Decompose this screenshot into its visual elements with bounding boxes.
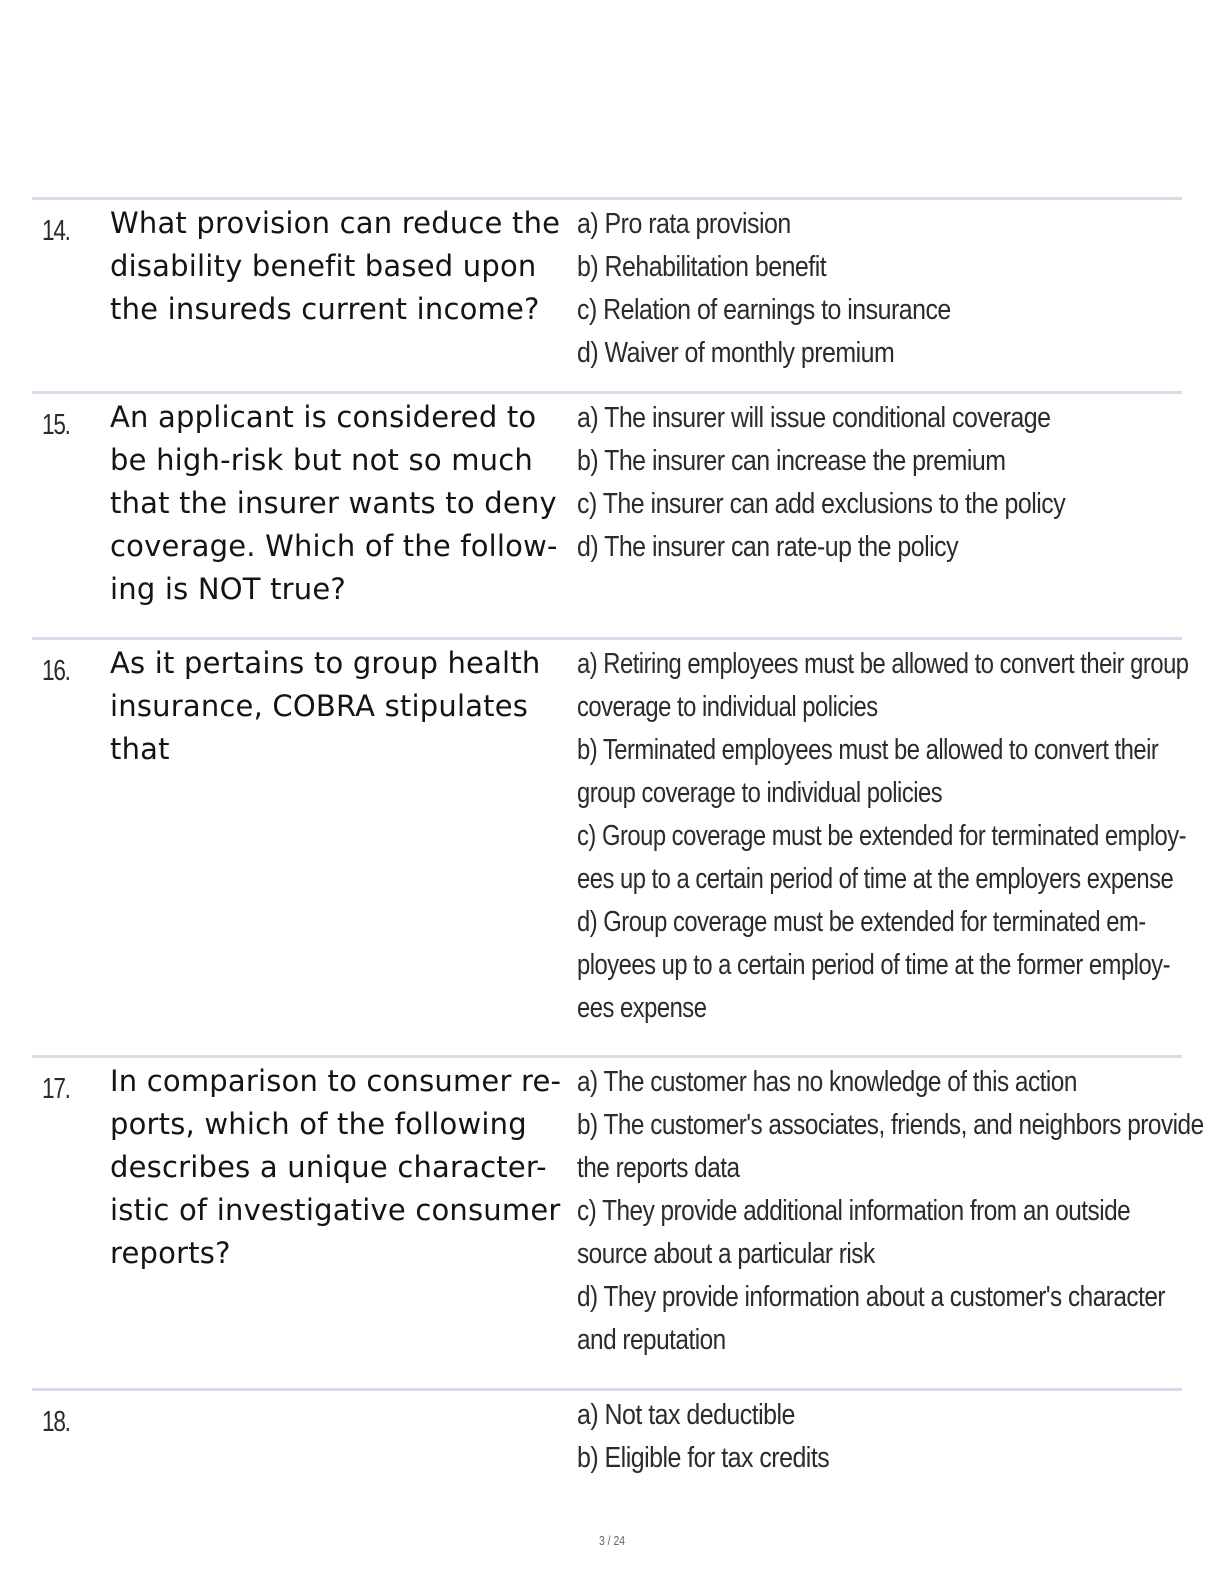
question-number: 15. [42,409,70,441]
question-number: 17. [42,1073,70,1105]
answer-options [577,397,1177,569]
question-row [32,1055,1204,1388]
answer-line: coverage to individual policies [577,691,878,723]
question-line: be high-risk but not so much [110,443,533,477]
question-text [110,202,580,331]
question-number: 16. [42,655,70,687]
answer-line: d) The insurer can rate-up the policy [577,531,959,563]
page-indicator: 3 / 24 [598,1533,626,1548]
answer-line: b) Terminated employees must be allowed to convert their [577,734,1159,766]
question-line: ports, which of the following [110,1107,527,1141]
question-line: that the insurer wants to deny [110,486,557,520]
answer-options [577,1394,1177,1480]
question-line: that [110,732,170,766]
question-line: disability benefit based upon [110,249,537,283]
answer-options [577,643,1189,1030]
question-line: As it pertains to group health [110,646,541,680]
question-text [110,642,580,771]
answer-line: and reputation [577,1324,726,1356]
answer-line: the reports data [577,1152,740,1184]
question-number: 14. [42,215,70,247]
question-line: the insureds current income? [110,292,540,326]
answer-line: a) The customer has no knowledge of this action [577,1066,1077,1098]
answer-options [577,203,1177,375]
answer-line: a) Pro rata provision [577,208,791,240]
answer-line: source about a particular risk [577,1238,875,1270]
answer-line: ployees up to a certain period of time at the former employ- [577,949,1171,981]
answer-line: b) Rehabilitation benefit [577,251,827,283]
question-line: insurance, COBRA stipulates [110,689,529,723]
answer-options [577,1061,1204,1362]
question-row [32,391,1182,637]
question-line: In comparison to consumer re- [110,1064,562,1098]
answer-line: b) The insurer can increase the premium [577,445,1006,477]
question-line: reports? [110,1236,231,1270]
question-table [32,197,1204,1548]
question-line: coverage. Which of the follow- [110,529,558,563]
question-row [32,1388,1182,1548]
question-text [110,396,580,611]
question-line: An applicant is considered to [110,400,537,434]
answer-line: group coverage to individual policies [577,777,943,809]
answer-line: ees up to a certain period of time at the employers expense [577,863,1174,895]
answer-line: d) They provide information about a customer's character [577,1281,1165,1313]
answer-line: a) Retiring employees must be allowed to convert their group [577,648,1189,680]
question-line: ing is NOT true? [110,572,347,606]
answer-line: a) The insurer will issue conditional coverage [577,402,1051,434]
answer-line: c) They provide additional information from an outside [577,1195,1131,1227]
question-line: What provision can reduce the [110,206,561,240]
question-row [32,197,1182,391]
answer-line: ees expense [577,992,707,1024]
answer-line: a) Not tax deductible [577,1399,795,1431]
answer-line: b) Eligible for tax credits [577,1442,830,1474]
answer-line: c) The insurer can add exclusions to the policy [577,488,1066,520]
question-line: istic of investigative consumer [110,1193,561,1227]
question-number: 18. [42,1406,70,1438]
question-row [32,637,1189,1055]
question-line: describes a unique character- [110,1150,547,1184]
answer-line: c) Group coverage must be extended for terminated employ- [577,820,1187,852]
answer-line: d) Waiver of monthly premium [577,337,895,369]
question-text [110,1060,580,1275]
answer-line: d) Group coverage must be extended for terminated em- [577,906,1146,938]
answer-line: c) Relation of earnings to insurance [577,294,951,326]
answer-line: b) The customer's associates, friends, and neighbors provide [577,1109,1204,1141]
